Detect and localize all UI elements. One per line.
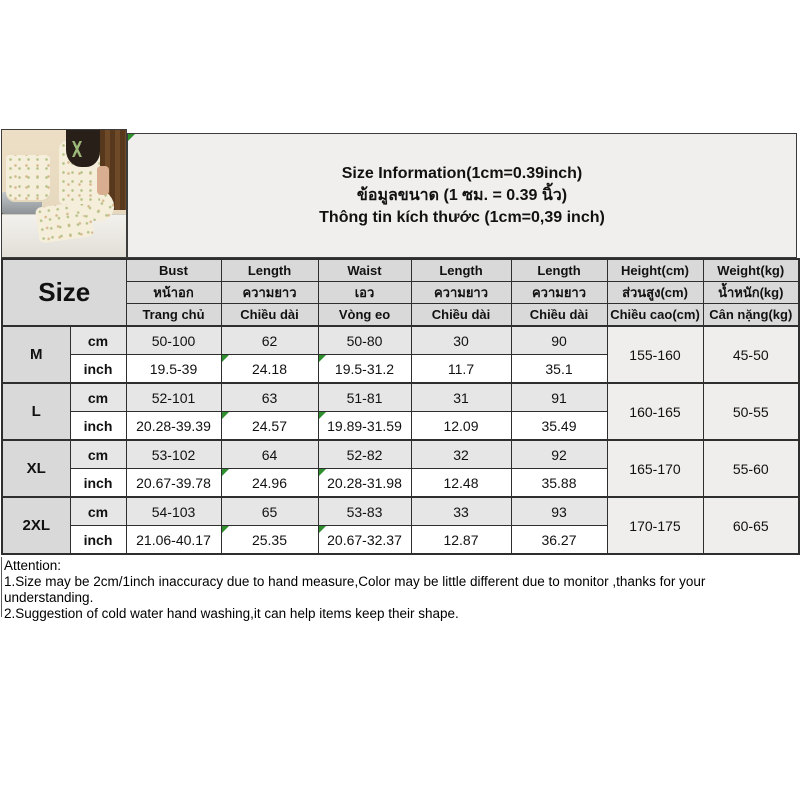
cell-value: 24.57 [221,412,318,441]
attention-block [1,557,789,621]
column-header-1-vi: Chiều dài [221,304,318,327]
corner-marker-icon [319,526,326,533]
cell-value: 53-102 [126,440,221,469]
column-header-5-vi: Chiều cao(cm) [607,304,703,327]
column-header-6-en: Weight(kg) [703,259,799,282]
column-header-3-th: ความยาว [411,282,511,304]
pajama-shorts [6,155,51,202]
cell-value: 92 [511,440,607,469]
corner-marker-icon [319,355,326,362]
unit-inch: inch [70,412,126,441]
corner-marker-icon [222,355,229,362]
weight-range: 50-55 [703,383,799,440]
corner-marker-icon [128,134,135,141]
column-header-3-en: Length [411,259,511,282]
product-photo [1,129,127,258]
corner-marker-icon [222,469,229,476]
size-label-L: L [2,383,70,440]
cell-value: 24.96 [221,469,318,498]
cell-value: 64 [221,440,318,469]
column-header-2-vi: Vòng eo [318,304,411,327]
column-header-1-th: ความยาว [221,282,318,304]
cell-value: 31 [411,383,511,412]
column-header-6-vi: Cân nặng(kg) [703,304,799,327]
cell-value: 25.35 [221,526,318,555]
column-header-2-th: เอว [318,282,411,304]
cell-value: 21.06-40.17 [126,526,221,555]
column-header-0-th: หน้าอก [126,282,221,304]
cell-value: 20.67-32.37 [318,526,411,555]
unit-cm: cm [70,440,126,469]
cell-value: 54-103 [126,497,221,526]
column-header-5-th: ส่วนสูง(cm) [607,282,703,304]
corner-marker-icon [319,412,326,419]
pajama-collar [70,141,84,157]
height-range: 160-165 [607,383,703,440]
attention-heading: Attention: [4,558,62,573]
cell-value: 36.27 [511,526,607,555]
attention-note-1: 1.Size may be 2cm/1inch inaccuracy due to hand measure,Color may be little different due to monitor ,thanks for your understanding. [4,574,706,605]
cell-value: 11.7 [411,355,511,384]
weight-range: 45-50 [703,326,799,383]
cell-value: 32 [411,440,511,469]
column-header-1-en: Length [221,259,318,282]
cell-value: 63 [221,383,318,412]
title-thai: ข้อมูลขนาด (1 ซม. = 0.39 นิ้ว) [356,187,568,204]
height-range: 165-170 [607,440,703,497]
cell-value: 52-101 [126,383,221,412]
cell-value: 12.87 [411,526,511,555]
cell-value: 30 [411,326,511,355]
cell-value: 90 [511,326,607,355]
cell-value: 62 [221,326,318,355]
corner-marker-icon [319,469,326,476]
cell-value: 19.5-39 [126,355,221,384]
column-header-0-en: Bust [126,259,221,282]
cell-value: 19.5-31.2 [318,355,411,384]
cell-value: 91 [511,383,607,412]
cell-value: 53-83 [318,497,411,526]
cell-value: 12.09 [411,412,511,441]
attention-note-2: 2.Suggestion of cold water hand washing,it can help items keep their shape. [4,606,459,621]
column-header-2-en: Waist [318,259,411,282]
title-vietnamese: Thông tin kích thước (1cm=0,39 inch) [319,209,605,226]
size-header: Size [2,259,126,326]
column-header-0-vi: Trang chủ [126,304,221,327]
cell-value: 35.88 [511,469,607,498]
cell-value: 51-81 [318,383,411,412]
title-english: Size Information(1cm=0.39inch) [341,165,583,182]
model-arm [97,166,108,195]
cell-value: 20.28-31.98 [318,469,411,498]
cell-value: 19.89-31.59 [318,412,411,441]
title-block [127,133,797,258]
cell-value: 35.1 [511,355,607,384]
cell-value: 65 [221,497,318,526]
cell-value: 20.28-39.39 [126,412,221,441]
unit-inch: inch [70,469,126,498]
unit-cm: cm [70,497,126,526]
cell-value: 50-100 [126,326,221,355]
weight-range: 60-65 [703,497,799,554]
cell-value: 33 [411,497,511,526]
size-label-2XL: 2XL [2,497,70,554]
cell-value: 20.67-39.78 [126,469,221,498]
cell-value: 24.18 [221,355,318,384]
unit-inch: inch [70,526,126,555]
column-header-4-vi: Chiều dài [511,304,607,327]
height-range: 170-175 [607,497,703,554]
unit-cm: cm [70,383,126,412]
column-header-3-vi: Chiều dài [411,304,511,327]
unit-cm: cm [70,326,126,355]
column-header-4-th: ความยาว [511,282,607,304]
unit-inch: inch [70,355,126,384]
size-label-M: M [2,326,70,383]
corner-marker-icon [222,526,229,533]
column-header-6-th: น้ำหนัก(kg) [703,282,799,304]
cell-value: 93 [511,497,607,526]
cell-value: 35.49 [511,412,607,441]
cell-value: 50-80 [318,326,411,355]
cell-value: 52-82 [318,440,411,469]
height-range: 155-160 [607,326,703,383]
size-table [1,258,800,555]
cell-value: 12.48 [411,469,511,498]
column-header-5-en: Height(cm) [607,259,703,282]
size-label-XL: XL [2,440,70,497]
corner-marker-icon [222,412,229,419]
weight-range: 55-60 [703,440,799,497]
column-header-4-en: Length [511,259,607,282]
